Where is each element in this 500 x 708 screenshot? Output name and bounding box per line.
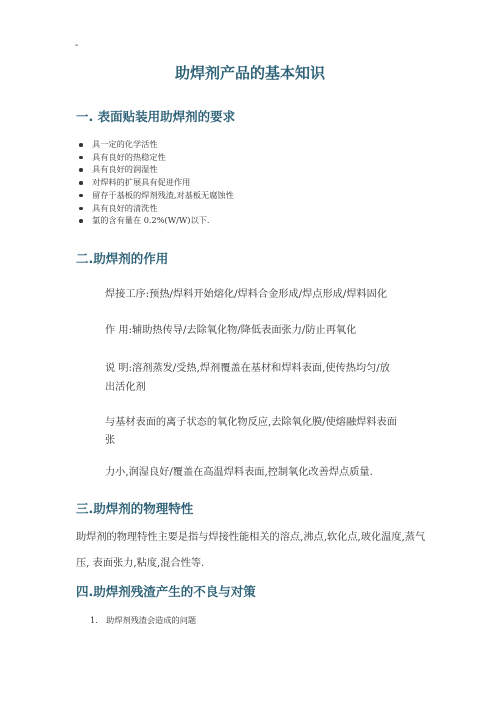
paragraph-line: 压, 表面张力,粘度,混合性等.	[76, 558, 205, 569]
section-heading-requirements: 一. 表面贴装用助焊剂的要求	[76, 109, 236, 124]
list-item-text: 助焊剂残渣会造成的问题	[106, 615, 197, 625]
paragraph-line: 与基材表面的离子状态的氧化物反应,去除氧化膜/使熔融焊料表面	[105, 417, 397, 428]
section-heading-residue-issues: 四.助焊剂残渣产生的不良与对策	[76, 584, 256, 599]
paragraph-line: 作 用:辅助热传导/去除氧化物/降低表面张力/防止再氧化	[105, 325, 357, 336]
list-item: 具有良好的清洗性	[92, 202, 234, 215]
paragraph-line: 助焊剂的物理特性主要是指与焊接性能相关的溶点,沸点,软化点,玻化温度,蒸气	[76, 532, 426, 543]
section-heading-physical-properties: 三.助焊剂的物理特性	[76, 501, 194, 516]
list-item: 具有良好的热稳定性	[92, 151, 234, 164]
paragraph-line: 说 明:溶剂蒸发/受热,焊剂覆盖在基材和焊料表面,使传热均匀/放	[105, 363, 390, 374]
list-number: 1.	[90, 615, 98, 625]
section-heading-function: 二.助焊剂的作用	[76, 251, 169, 266]
page-title: 助焊剂产品的基本知识	[174, 64, 325, 82]
list-item: 氯的含有量在 0.2%(W/W)以下.	[92, 214, 234, 227]
paragraph-line: 张	[105, 435, 116, 446]
list-item: 具有良好的润湿性	[92, 163, 234, 176]
paragraph-line: 出活化剂	[105, 382, 146, 393]
list-item: 对焊料的扩展具有促进作用	[92, 176, 234, 189]
paragraph-line: 焊接工序:预热/焊料开始熔化/焊料合金形成/焊点形成/焊料固化	[105, 289, 388, 300]
header-mark: -	[75, 40, 79, 51]
list-item: 留存于基板的焊剂残渣,对基板无腐蚀性	[92, 189, 234, 200]
list-item: 具一定的化学活性	[92, 138, 234, 151]
requirements-list	[76, 138, 234, 227]
ordered-list-item	[90, 615, 196, 626]
paragraph-line: 力小,润湿良好/覆盖在高温焊料表面,控制氧化改善焊点质量.	[105, 467, 373, 478]
